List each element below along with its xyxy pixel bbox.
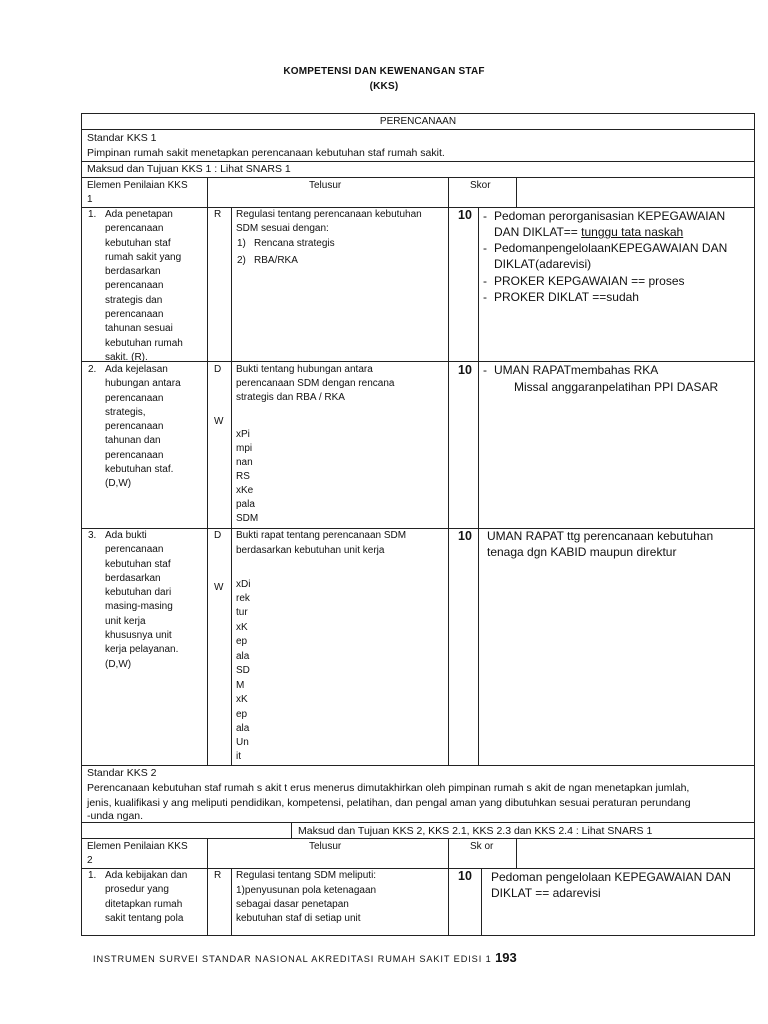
elemen-line: khususnya unit bbox=[105, 630, 172, 642]
elemen-line: perencanaan bbox=[105, 544, 164, 556]
kks1-row3-wrap-6: ala bbox=[236, 651, 250, 662]
note-line: Pedoman perorganisasian KEPEGAWAIAN bbox=[494, 209, 726, 223]
note-line: tenaga dgn KABID maupun direktur bbox=[487, 545, 677, 560]
kks1-row3-wrap-4: xK bbox=[236, 622, 248, 633]
doc-title: KOMPETENSI DAN KEWENANGAN STAF bbox=[283, 66, 485, 77]
row-number: 2. bbox=[88, 364, 97, 375]
elemen-line: kebutuhan staf. bbox=[105, 464, 174, 476]
elemen-line: perencanaan bbox=[105, 223, 164, 235]
footer-text: INSTRUMEN SURVEI STANDAR NASIONAL AKREDITASI RUMAH SAKIT EDISI 1 bbox=[93, 954, 492, 964]
kks1-row1-item-1-text: Rencana strategis bbox=[254, 238, 335, 249]
kks2-standar-text-2: jenis, kualifikasi y ang meliputi pendidikan, kompetensi, pelatihan, dan pengal aman yang dibutuhkan sesuai peraturan perundang bbox=[87, 797, 691, 809]
elemen-line: (D,W) bbox=[105, 478, 132, 490]
underlined-note: tunggu tata naskah bbox=[581, 225, 684, 240]
kks1-row1-item-2-num: 2) bbox=[237, 255, 246, 266]
kks1-row3-wrap-10: ep bbox=[236, 709, 248, 720]
kks1-hdr-telusur: Telusur bbox=[309, 180, 342, 191]
note-line: PROKER DIKLAT ==sudah bbox=[494, 290, 639, 304]
kks1-row1-telusur-1: Regulasi tentang perencanaan kebutuhan bbox=[236, 209, 422, 220]
kks2-row1-telusur-1: Regulasi tentang SDM meliputi: bbox=[236, 870, 377, 881]
kks1-row2-wrap-1: xPi bbox=[236, 429, 250, 440]
kks1-row2-code2: W bbox=[214, 416, 224, 427]
kks2-row1-note bbox=[491, 869, 731, 902]
elemen-line: rumah sakit yang bbox=[105, 251, 182, 263]
elemen-line: kebutuhan dari bbox=[105, 587, 172, 599]
note-line: DAN DIKLAT== bbox=[494, 225, 582, 240]
kks1-row2-wrap-7: SDM bbox=[236, 513, 259, 524]
kks1-row2-wrap-5: xKe bbox=[236, 485, 254, 496]
kks1-standar-label: Standar KKS 1 bbox=[87, 132, 157, 144]
kks1-row2-note-2: Missal anggaranpelatihan PPI DASAR bbox=[514, 380, 719, 394]
kks2-standar-label: Standar KKS 2 bbox=[87, 767, 157, 779]
note-line: UMAN RAPATmembahas RKA bbox=[494, 363, 659, 377]
page-number: 193 bbox=[495, 950, 517, 965]
elemen-line: perencanaan bbox=[105, 280, 164, 292]
elemen-line: prosedur yang bbox=[105, 884, 169, 896]
kks1-row2-code: D bbox=[214, 364, 222, 375]
kks1-row3-wrap-12: Un bbox=[236, 737, 249, 748]
kks1-row2-wrap-2: mpi bbox=[236, 443, 253, 454]
elemen-line: sakit. (R). bbox=[105, 351, 148, 363]
kks1-row1-elemen bbox=[88, 208, 188, 365]
elemen-line: hubungan antara bbox=[105, 378, 181, 390]
elemen-line: Ada kejelasan bbox=[105, 364, 168, 375]
elemen-line: Ada kebijakan dan bbox=[105, 870, 188, 881]
kks1-row1-score: 10 bbox=[458, 208, 472, 222]
kks1-row3-note-1 bbox=[487, 528, 713, 561]
kks1-row3-code2: W bbox=[214, 582, 224, 593]
elemen-line: perencanaan bbox=[105, 449, 164, 461]
kks2-row1-elemen bbox=[88, 869, 188, 926]
dash: - bbox=[483, 209, 487, 223]
elemen-line: masing-masing bbox=[105, 601, 173, 613]
page-footer bbox=[93, 950, 517, 965]
kks1-row3-wrap-13: it bbox=[236, 751, 241, 762]
elemen-line: kebutuhan staf bbox=[105, 558, 171, 570]
kks2-row1-code: R bbox=[214, 870, 222, 881]
elemen-line: kebutuhan rumah bbox=[105, 337, 183, 349]
kks1-row3-code: D bbox=[214, 530, 222, 541]
kks1-row3-telusur-2: berdasarkan kebutuhan unit kerja bbox=[236, 545, 385, 556]
dash: - bbox=[483, 274, 487, 288]
note-line: UMAN RAPAT ttg perencanaan kebutuhan bbox=[487, 529, 714, 543]
kks1-row1-note-4 bbox=[483, 289, 639, 305]
row-number: 1. bbox=[88, 209, 97, 220]
kks2-standar-text-1: Perencanaan kebutuhan staf rumah s akit t erus menerus dimutakhirkan oleh pimpinan rumah s akit de ngan menetapkan jumlah, bbox=[87, 782, 690, 794]
kks1-row1-item-1-num: 1) bbox=[237, 238, 246, 249]
kks1-row2-telusur-3: strategis dan RBA / RKA bbox=[236, 392, 345, 403]
elemen-line: strategis dan bbox=[105, 294, 163, 306]
elemen-line: berdasarkan bbox=[105, 266, 161, 278]
kks1-row1-code: R bbox=[214, 209, 222, 220]
kks1-maksud: Maksud dan Tujuan KKS 1 : Lihat SNARS 1 bbox=[87, 163, 291, 175]
kks1-row1-telusur-2: SDM sesuai dengan: bbox=[236, 223, 329, 234]
elemen-line: Ada penetapan bbox=[105, 209, 173, 220]
kks2-hdr-elemen-2: 2 bbox=[87, 855, 93, 866]
elemen-line: unit kerja bbox=[105, 615, 146, 627]
row-number: 1. bbox=[88, 870, 97, 881]
kks1-hdr-skor: Skor bbox=[470, 180, 491, 191]
kks2-maksud: Maksud dan Tujuan KKS 2, KKS 2.1, KKS 2.3 dan KKS 2.4 : Lihat SNARS 1 bbox=[298, 825, 653, 837]
kks1-row2-telusur-1: Bukti tentang hubungan antara bbox=[236, 364, 373, 375]
kks1-row1-note-2 bbox=[483, 240, 727, 273]
kks2-row1-telusur-4: kebutuhan staf di setiap unit bbox=[236, 913, 361, 924]
section-heading: PERENCANAAN bbox=[379, 116, 457, 127]
elemen-line: tahunan sesuai bbox=[105, 323, 173, 335]
kks2-standar-text-3: -unda ngan. bbox=[87, 810, 144, 822]
row-number: 3. bbox=[88, 530, 97, 541]
note-line: DIKLAT(adarevisi) bbox=[494, 257, 592, 272]
kks1-row2-wrap-6: pala bbox=[236, 499, 255, 510]
elemen-line: Ada bukti bbox=[105, 530, 147, 541]
kks1-row2-note-1 bbox=[483, 362, 658, 378]
kks1-row2-wrap-4: RS bbox=[236, 471, 250, 482]
kks1-row3-wrap-3: tur bbox=[236, 607, 248, 618]
elemen-line: kebutuhan staf bbox=[105, 237, 171, 249]
kks1-row2-wrap-3: nan bbox=[236, 457, 253, 468]
elemen-line: kerja pelayanan. bbox=[105, 644, 179, 656]
elemen-line: strategis, bbox=[105, 406, 146, 418]
kks1-row3-wrap-7: SD bbox=[236, 665, 250, 676]
kks1-hdr-elemen-2: 1 bbox=[87, 194, 93, 205]
kks2-hdr-telusur: Telusur bbox=[309, 841, 342, 852]
kks1-row3-wrap-2: rek bbox=[236, 593, 250, 604]
doc-subtitle: (KKS) bbox=[369, 81, 399, 92]
elemen-line: berdasarkan bbox=[105, 572, 161, 584]
kks1-row1-item-2-text: RBA/RKA bbox=[254, 255, 298, 266]
kks1-row3-wrap-1: xDi bbox=[236, 579, 251, 590]
kks1-standar-text: Pimpinan rumah sakit menetapkan perencanaan kebutuhan staf rumah sakit. bbox=[87, 147, 445, 159]
kks1-row1-note-1 bbox=[483, 208, 725, 241]
note-line: Pedoman pengelolaan KEPEGAWAIAN DAN bbox=[491, 870, 731, 884]
note-line: PedomanpengelolaanKEPEGAWAIAN DAN bbox=[494, 241, 728, 255]
elemen-line: perencanaan bbox=[105, 309, 164, 321]
kks1-row3-wrap-5: ep bbox=[236, 636, 248, 647]
note-line: DIKLAT == adarevisi bbox=[491, 886, 601, 901]
kks1-row2-elemen bbox=[88, 363, 188, 492]
kks1-row3-score: 10 bbox=[458, 529, 472, 543]
elemen-line: (D,W) bbox=[105, 658, 132, 670]
kks1-row2-telusur-2: perencanaan SDM dengan rencana bbox=[236, 378, 395, 389]
elemen-line: ditetapkan rumah bbox=[105, 898, 183, 910]
kks2-hdr-skor: Sk or bbox=[470, 841, 494, 852]
dash: - bbox=[483, 241, 487, 255]
elemen-line: perencanaan bbox=[105, 421, 164, 433]
kks1-row3-wrap-9: xK bbox=[236, 694, 248, 705]
kks2-row1-telusur-2: 1)penyusunan pola ketenagaan bbox=[236, 885, 377, 896]
kks1-row3-telusur-1: Bukti rapat tentang perencanaan SDM bbox=[236, 530, 407, 541]
kks1-row3-wrap-11: ala bbox=[236, 723, 250, 734]
kks1-row1-note-3 bbox=[483, 273, 685, 289]
kks2-hdr-elemen-1: Elemen Penilaian KKS bbox=[87, 841, 188, 852]
kks2-row1-score: 10 bbox=[458, 869, 472, 883]
kks2-row1-telusur-3: sebagai dasar penetapan bbox=[236, 899, 349, 910]
elemen-line: tahunan dan bbox=[105, 435, 161, 447]
kks1-row3-wrap-8: M bbox=[236, 680, 245, 691]
dash: - bbox=[483, 363, 487, 377]
kks1-row2-score: 10 bbox=[458, 363, 472, 377]
kks1-hdr-elemen-1: Elemen Penilaian KKS bbox=[87, 180, 188, 191]
elemen-line: sakit tentang pola bbox=[105, 912, 184, 924]
note-line: PROKER KEPGAWAIAN == proses bbox=[494, 274, 685, 288]
elemen-line: perencanaan bbox=[105, 392, 164, 404]
kks1-row3-elemen bbox=[88, 529, 188, 672]
dash: - bbox=[483, 290, 487, 304]
